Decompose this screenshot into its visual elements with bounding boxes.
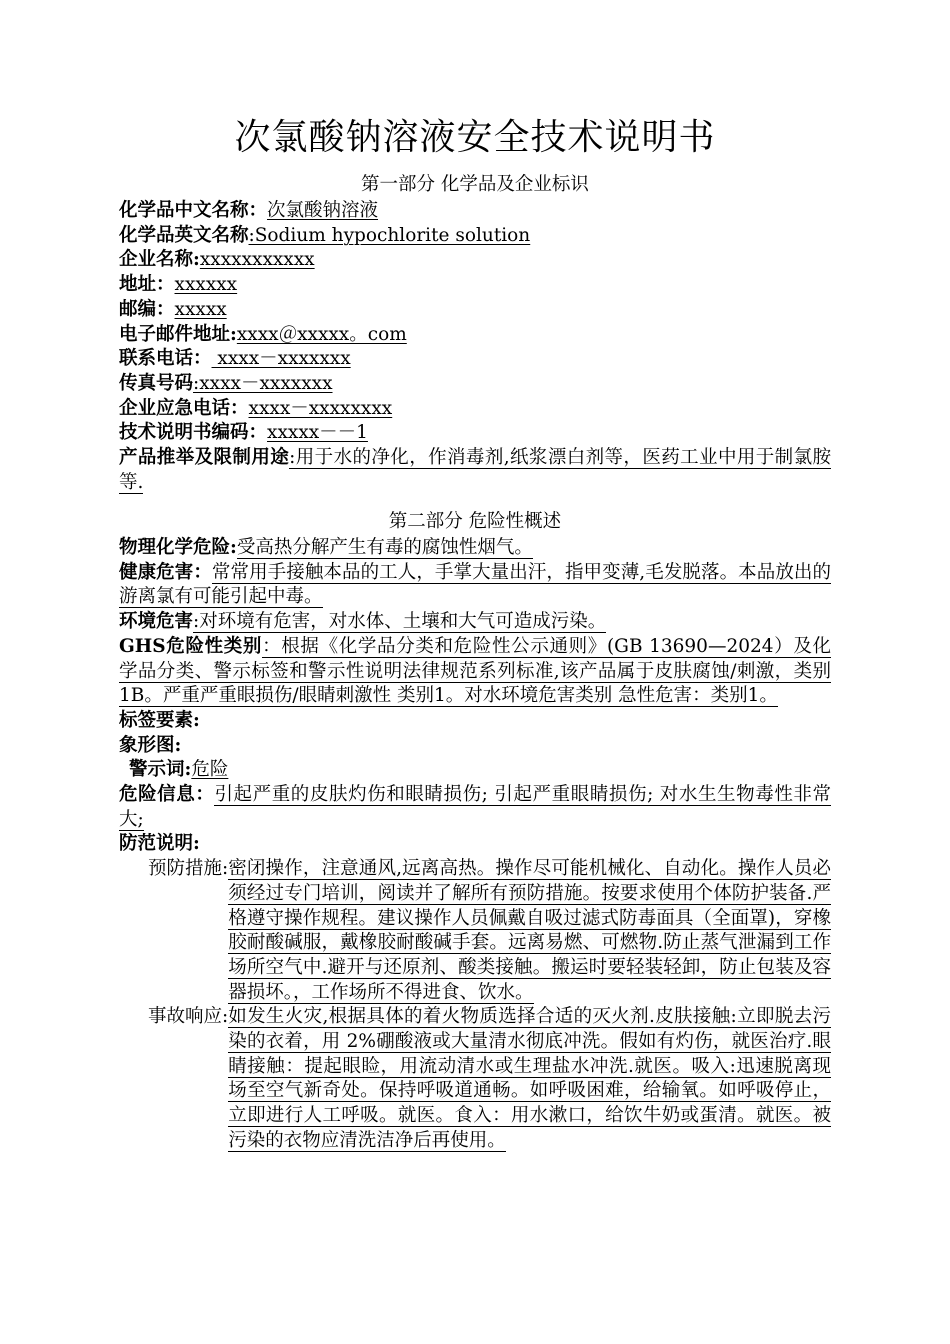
field-address (119, 273, 831, 298)
response-value: 如发生火灾,根据具体的着火物质选择合适的灭火剂.皮肤接触:立即脱去污染的衣着，用 2%硼酸液或大量清水彻底冲洗。假如有灼伤，就医治疗.眼睛接触：提起眼睑，用流动清水或生理盐水冲洗.就医。吸入:迅速脱离现场至空气新奇处。保持呼吸道通畅。如呼吸困难，给输氧。如呼吸停止，立即进行人工呼吸。就医。食入：用水漱口，给饮牛奶或蛋清。就医。被污染的衣物应清洗洁净后再使用。 (228, 1006, 831, 1151)
field-value: xxxx－xxxxxxxx (248, 397, 393, 419)
ghs-value: ：根据《化学品分类和危险性公示通则》(GB 13690—2024）及化学品分类、警示标签和警示性说明法律规范系列标准,该产品属于皮肤腐蚀/刺激，类别1B。严重严重眼损伤/眼睛刺激性 类别1。对水环境危害类别 急性危害：类别1。 (119, 635, 831, 707)
precautionary-statements (119, 832, 831, 857)
label-elements (119, 709, 831, 734)
signal-word-value: 危险 (191, 759, 229, 781)
health-hazard-value: 常常用手接触本品的工人，手掌大量出汗，指甲变薄,毛发脱落。本品放出的游离氯有可能引起中毒。 (119, 561, 831, 608)
physical-hazard (119, 536, 831, 561)
field-value: :xxxx－xxxxxxx (193, 372, 333, 394)
hazard-statements-label: 危险信息： (119, 784, 215, 806)
field-label: 电子邮件地址: (119, 323, 237, 345)
part2-content (119, 536, 831, 1154)
field-label: 产品推举及限制用途 (119, 447, 290, 469)
hazard-statements (119, 783, 831, 832)
field-label: 技术说明书编码： (119, 422, 268, 444)
field-english-name (119, 224, 831, 249)
prevention-value: 密闭操作，注意通风,远离高热。操作尽可能机械化、自动化。操作人员必须经过专门培训，阅读并了解所有预防措施。按要求使用个体防护装备.严格遵守操作规程。建议操作人员佩戴自吸过滤式防毒面具（全面罩)，穿橡胶耐酸碱服，戴橡胶耐酸碱手套。远离易燃、可燃物.防止蒸气泄漏到工作场所空气中.避开与还原剂、酸类接触。搬运时要轻装轻卸，防止包装及容器损坏。，工作场所不得进食、饮水。 (228, 858, 831, 1003)
physical-hazard-label: 物理化学危险: (119, 537, 237, 558)
field-phone (119, 347, 831, 372)
environment-hazard-value: :对环境有危害，对水体、土壤和大气可造成污染。 (193, 611, 607, 633)
field-doc-code (119, 421, 831, 446)
part1-fields (119, 199, 831, 495)
environment-hazard (119, 610, 831, 635)
section-heading-part2: 第二部分 危险性概述 (388, 511, 562, 532)
ghs-classification (119, 635, 831, 709)
field-label: 化学品中文名称： (119, 200, 268, 221)
emergency-response (119, 1005, 831, 1153)
field-chinese-name (119, 199, 831, 224)
field-usage (119, 446, 831, 495)
signal-word (119, 758, 831, 783)
field-label: 化学品英文名称 (119, 224, 249, 246)
field-label: 企业名称: (119, 249, 200, 271)
field-fax (119, 372, 831, 397)
field-value: xxxx＠xxxxx。com (236, 323, 407, 345)
field-value: 次氯酸钠溶液 (267, 200, 379, 221)
section-heading-part1: 第一部分 化学品及企业标识 (361, 174, 589, 195)
ghs-label: GHS危险性类别 (119, 635, 263, 657)
field-value: :Sodium hypochlorite solution (248, 224, 531, 246)
response-text-wrap (228, 1005, 831, 1153)
field-value: xxxx－xxxxxxx (211, 348, 351, 370)
field-value: xxxxxx (174, 274, 238, 296)
field-emergency-phone (119, 397, 831, 422)
pictogram-label: 象形图: (119, 734, 182, 756)
field-email (119, 323, 831, 348)
field-label: 地址： (119, 274, 175, 296)
field-value: :用于水的净化，作消毒剂,纸浆漂白剂等，医药工业中用于制氯胺等. (119, 447, 831, 493)
prevention-measures (119, 857, 831, 1005)
field-value: xxxxx (174, 298, 227, 320)
pictogram (119, 734, 831, 759)
field-postcode (119, 298, 831, 323)
physical-hazard-value: 受高热分解产生有毒的腐蚀性烟气。 (236, 537, 533, 558)
environment-hazard-label: 环境危害 (119, 611, 194, 633)
signal-word-label: 警示词: (129, 759, 192, 781)
field-company-name (119, 248, 831, 273)
response-label: 事故响应: (148, 1006, 229, 1028)
field-label: 邮编： (119, 298, 175, 320)
health-hazard-label: 健康危害： (119, 561, 212, 583)
hazard-statements-value: 引起严重的皮肤灼伤和眼睛损伤; 引起严重眼睛损伤; 对水生生物毒性非常大; (119, 784, 831, 830)
field-value: xxxxx－－1 (267, 422, 368, 444)
field-label: 联系电话： (119, 348, 212, 370)
document-title: 次氯酸钠溶液安全技术说明书 (234, 117, 716, 158)
health-hazard (119, 561, 831, 610)
prevention-text-wrap (228, 857, 831, 1005)
field-value: xxxxxxxxxxx (199, 249, 315, 271)
field-label: 企业应急电话： (119, 397, 249, 419)
label-elements-label: 标签要素: (119, 709, 200, 731)
precautionary-label: 防范说明: (119, 833, 200, 855)
field-label: 传真号码 (119, 372, 194, 394)
prevention-label: 预防措施: (148, 858, 229, 880)
